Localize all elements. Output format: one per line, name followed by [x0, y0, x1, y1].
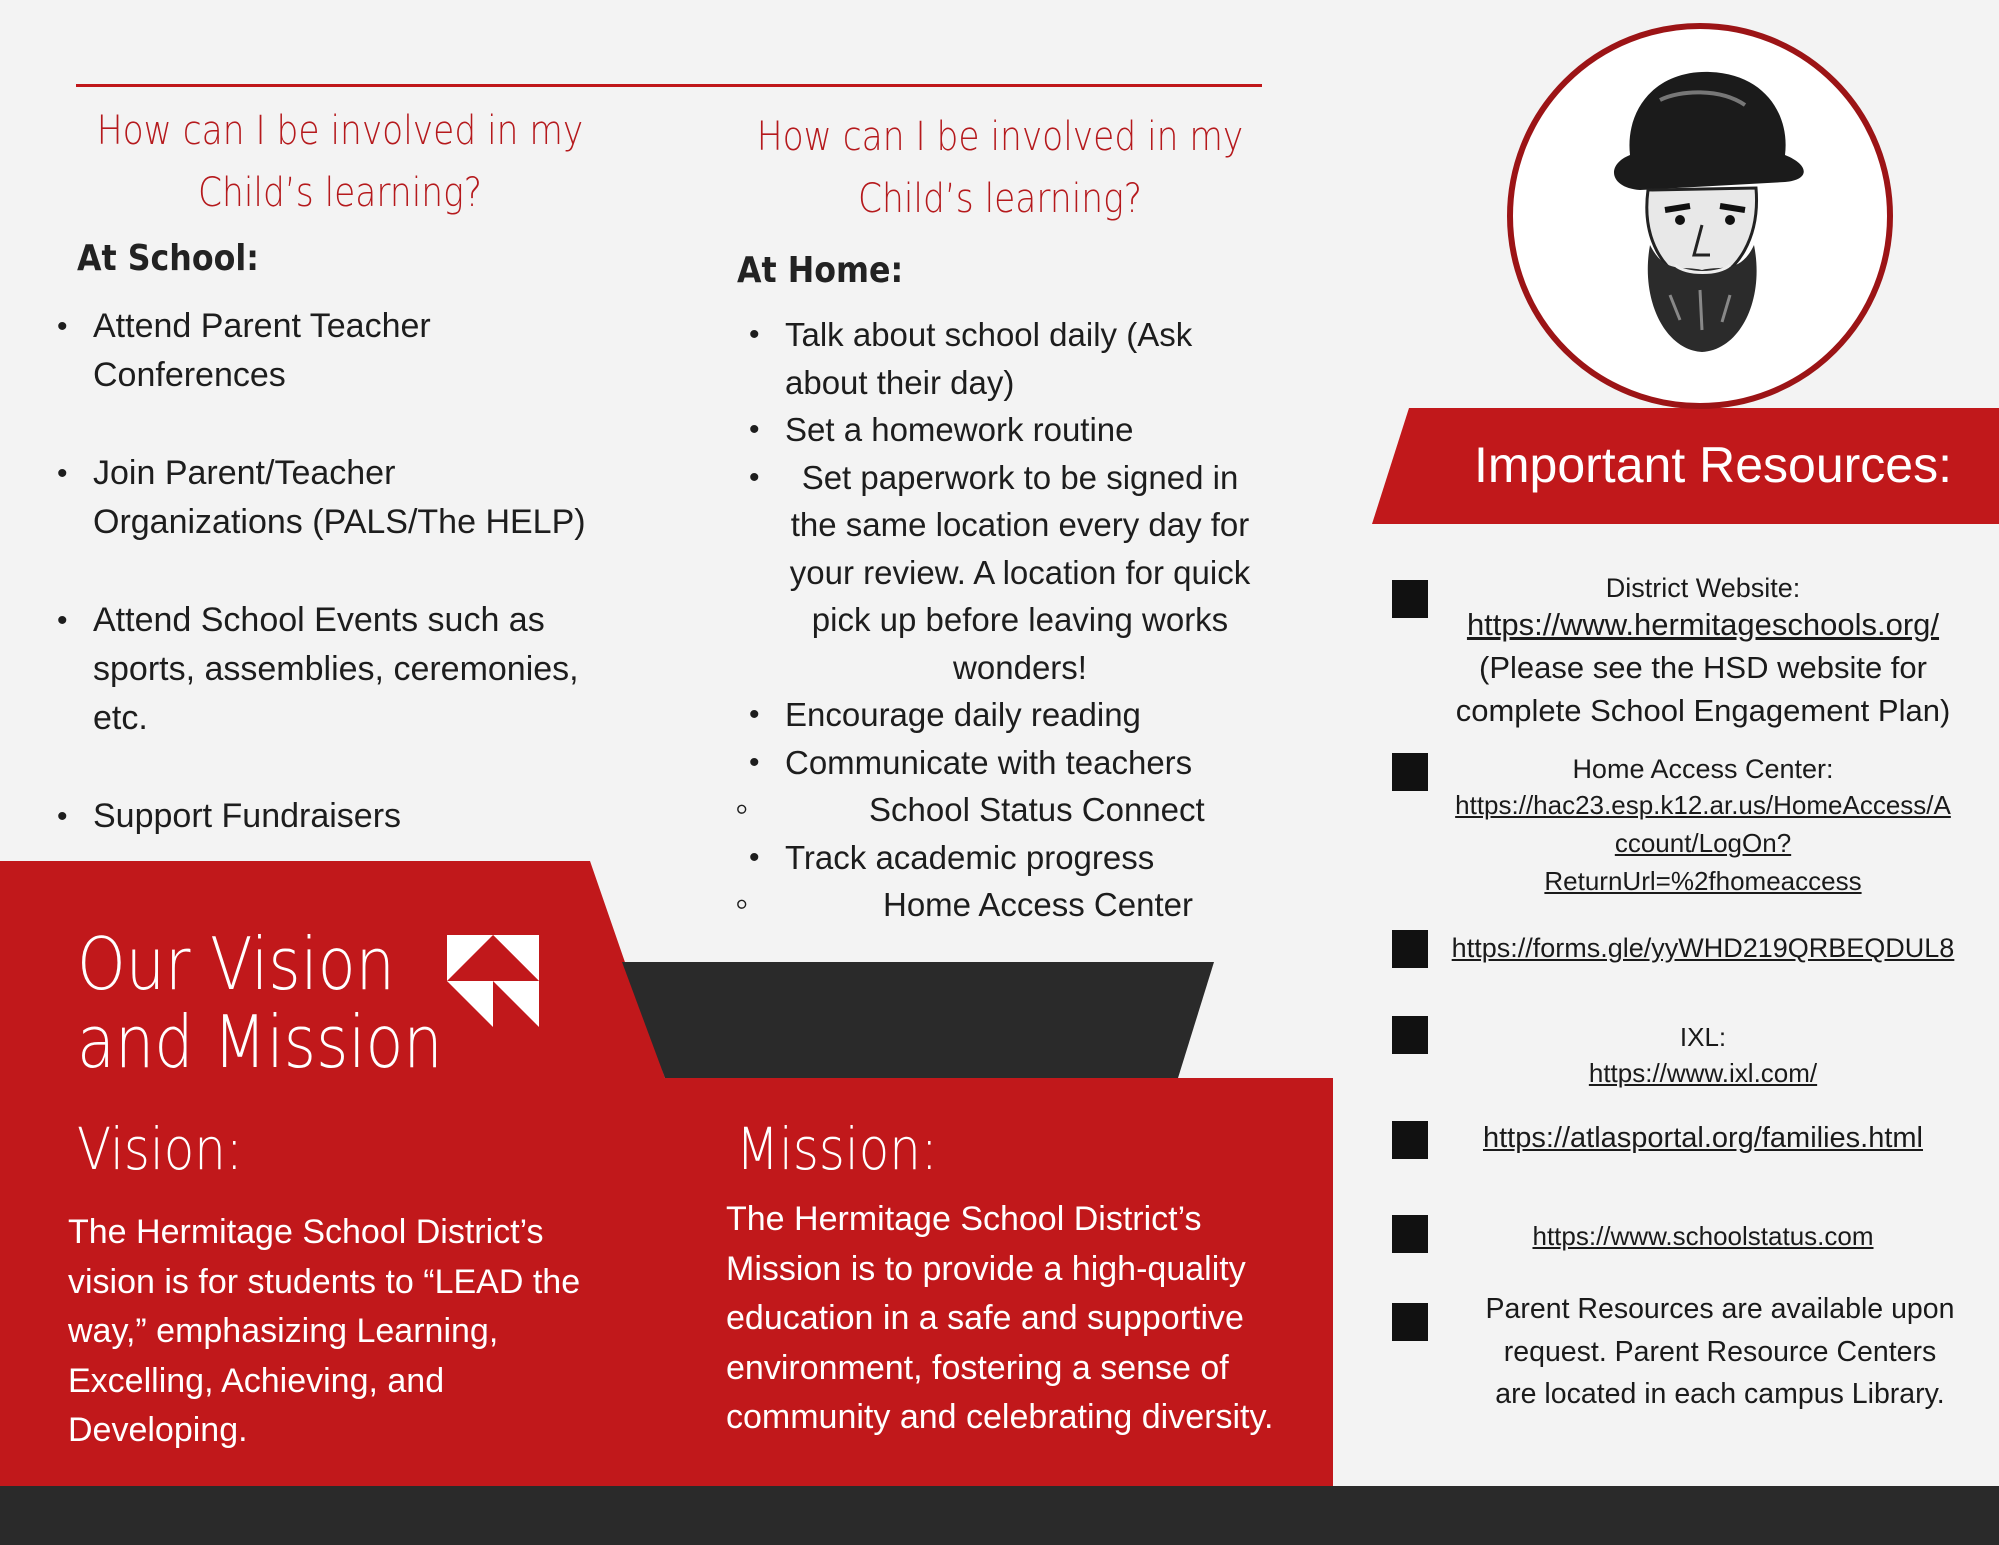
home-access-block [1425, 752, 1981, 900]
home-access-link-line1[interactable]: https://hac23.esp.k12.ar.us/HomeAccess/A [1455, 790, 1951, 820]
bullet-square [1392, 1303, 1428, 1341]
list-item: • Attend School Events such as sports, assemblies, ceremonies, etc. [93, 596, 613, 743]
at-school-heading: At School: [77, 238, 259, 279]
forms-link[interactable]: https://forms.gle/yyWHD219QRBEQDUL8 [1451, 933, 1955, 963]
district-website-link[interactable]: https://www.hermitageschools.org/ [1466, 607, 1940, 642]
vision-text: The Hermitage School District’s vision is for students to “LEAD the way,” emphasizing Learning, Excelling, Achieving, and Developing. [68, 1213, 581, 1449]
at-home-heading: At Home: [737, 250, 904, 291]
bullet-square [1392, 930, 1428, 968]
list-item: • Attend Parent Teacher Conferences [93, 302, 613, 400]
mascot-logo-image [1570, 60, 1830, 360]
bullet-square [1392, 753, 1428, 791]
list-item: • Join Parent/Teacher Organizations (PALS/The HELP) [93, 449, 613, 547]
bullet-square [1392, 1215, 1428, 1253]
mission-text: The Hermitage School District’s Mission is to provide a high-quality education in a safe and supportive environment, fostering a sense of community and celebrating diversity. [726, 1200, 1274, 1436]
parent-resources-note: Parent Resources are available upon request. Parent Resource Centers are located in each campus Library. [1485, 1293, 1955, 1410]
ixl-link[interactable]: https://www.ixl.com/ [1588, 1058, 1818, 1088]
list-item: • Track academic progress [785, 834, 1255, 882]
district-website-label: District Website: [1605, 573, 1801, 603]
bullet-square [1392, 580, 1428, 618]
bullet-square [1392, 1016, 1428, 1054]
list-item: • Communicate with teachers [785, 739, 1255, 787]
vision-title: Vision: [77, 1115, 243, 1183]
schoolstatus-link[interactable]: https://www.schoolstatus.com [1532, 1221, 1874, 1251]
list-item: • Support Fundraisers [93, 792, 613, 841]
district-website-block [1425, 572, 1981, 732]
home-access-label: Home Access Center: [1572, 754, 1834, 784]
district-website-note: (Please see the HSD website for complete School Engagement Plan) [1455, 650, 1951, 728]
sub-list-item: ◦ Home Access Center [785, 881, 1255, 929]
list-item: • Set a homework routine [785, 406, 1255, 454]
vision-mission-heading-line1: Our Vision [77, 922, 395, 1006]
middle-question-title: How can I be involved in my Child’s learning? [756, 114, 1244, 222]
resources-title: Important Resources: [1474, 437, 1952, 493]
sub-list-item: ◦ School Status Connect [785, 786, 1255, 834]
vision-mission-heading-line2: and Mission [77, 1000, 443, 1084]
dark-band [622, 962, 1214, 1078]
list-item: • Set paperwork to be signed in the same location every day for your review. A location for quick pick up before leaving works wonders! [785, 454, 1255, 692]
ixl-label: IXL: [1679, 1022, 1727, 1052]
home-access-link-line2[interactable]: ccount/LogOn? [1614, 828, 1792, 858]
bottom-band [0, 1486, 1999, 1545]
ixl-block [1425, 1020, 1981, 1092]
list-item: • Encourage daily reading [785, 691, 1255, 739]
list-item: • Talk about school daily (Ask about their day) [785, 311, 1255, 406]
left-question-title: How can I be involved in my Child’s learning? [96, 108, 584, 216]
mission-title: Mission: [736, 1115, 938, 1183]
bullet-square [1392, 1121, 1428, 1159]
atlas-portal-link[interactable]: https://atlasportal.org/families.html [1482, 1122, 1923, 1154]
home-access-link-line3[interactable]: ReturnUrl=%2fhomeaccess [1544, 866, 1862, 896]
